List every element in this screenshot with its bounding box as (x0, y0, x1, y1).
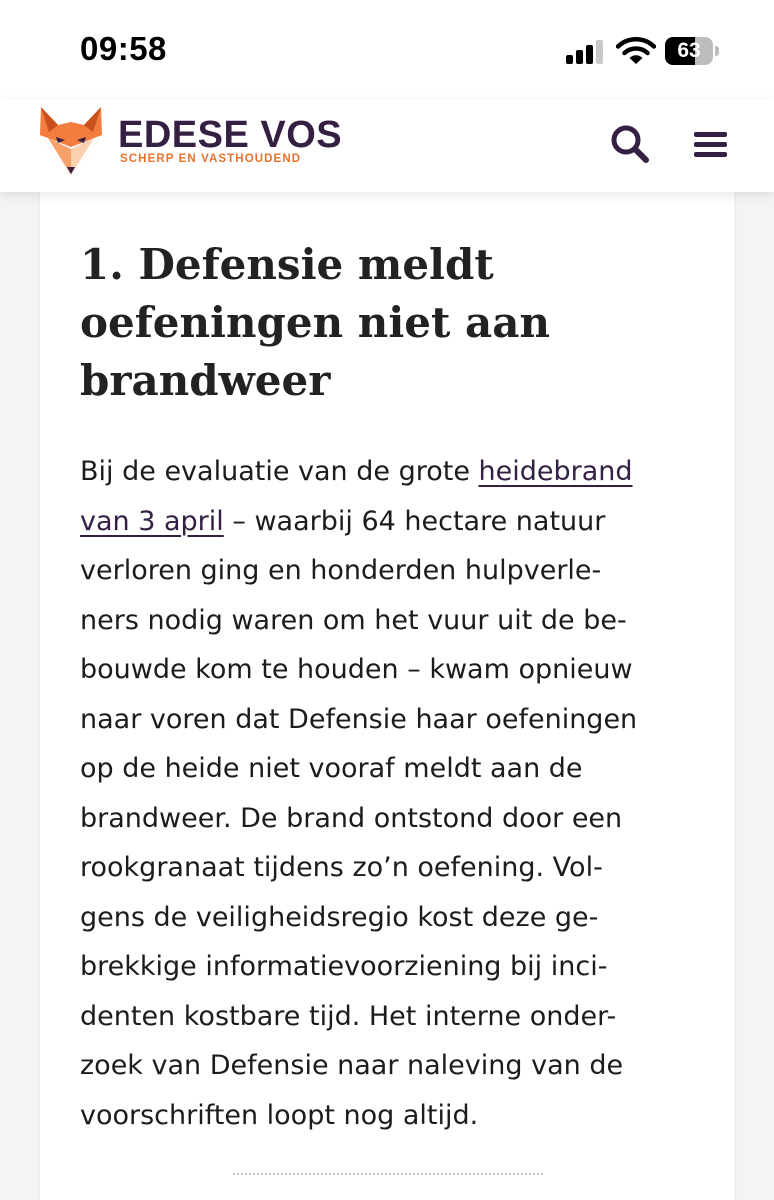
article-body-line: voorschriften loopt nog altijd. (80, 1099, 479, 1131)
brand-name[interactable]: EDESE VOS (118, 114, 343, 156)
article-title (80, 236, 700, 410)
article-body (80, 447, 730, 1140)
site-header (0, 100, 774, 192)
article-body-line: rookgranaat tijdens zo’n oefening. Vol- (80, 852, 603, 883)
article-title-line: oefeningen niet aan (80, 298, 550, 347)
status-bar (0, 0, 774, 100)
brand-tagline: SCHERP EN VASTHOUDEND (120, 153, 302, 165)
battery-icon (665, 37, 719, 65)
article-body-line: gens de veiligheidsregio kost deze ge- (80, 901, 599, 933)
article-title-line: brandweer (80, 356, 331, 405)
wifi-icon (616, 36, 656, 66)
heidebrand-link[interactable]: van 3 april (80, 505, 224, 537)
article-body-line (80, 497, 730, 547)
fox-logo-icon[interactable] (38, 105, 104, 177)
heidebrand-link[interactable]: heidebrand (478, 456, 633, 487)
article-body-line: op de heide niet vooraf meldt aan de (80, 753, 583, 784)
cellular-signal-icon (566, 40, 604, 64)
article-body-line: brandweer. De brand ontstond door een (80, 802, 623, 834)
menu-button[interactable] (690, 124, 732, 164)
article-body-line: brekkige informatievoorziening bij inci- (80, 951, 608, 982)
battery-level: 63 (677, 39, 701, 62)
article-title-line: 1. Defensie meldt (80, 240, 494, 289)
status-time: 09:58 (80, 30, 167, 67)
article-body-line: verloren ging en honderden hulpverle- (80, 555, 602, 586)
article-body-line: zoek van Defensie naar naleving van de (80, 1050, 624, 1081)
article-body-line (80, 447, 730, 497)
article-card (40, 192, 734, 1200)
body-text: Bij de evaluatie van de grote (80, 456, 479, 487)
article-body-line: denten kostbare tijd. Het interne onder- (80, 1000, 617, 1032)
article-body-line: ners nodig waren om het vuur uit de be- (80, 604, 627, 636)
search-icon (608, 122, 652, 166)
section-divider (233, 1173, 543, 1175)
article-body-line: naar voren dat Defensie haar oefeningen (80, 703, 638, 735)
body-text: – waarbij 64 hectare natuur (223, 505, 606, 537)
article-body-line: bouwde kom te houden – kwam opnieuw (80, 654, 633, 685)
search-button[interactable] (608, 122, 652, 166)
